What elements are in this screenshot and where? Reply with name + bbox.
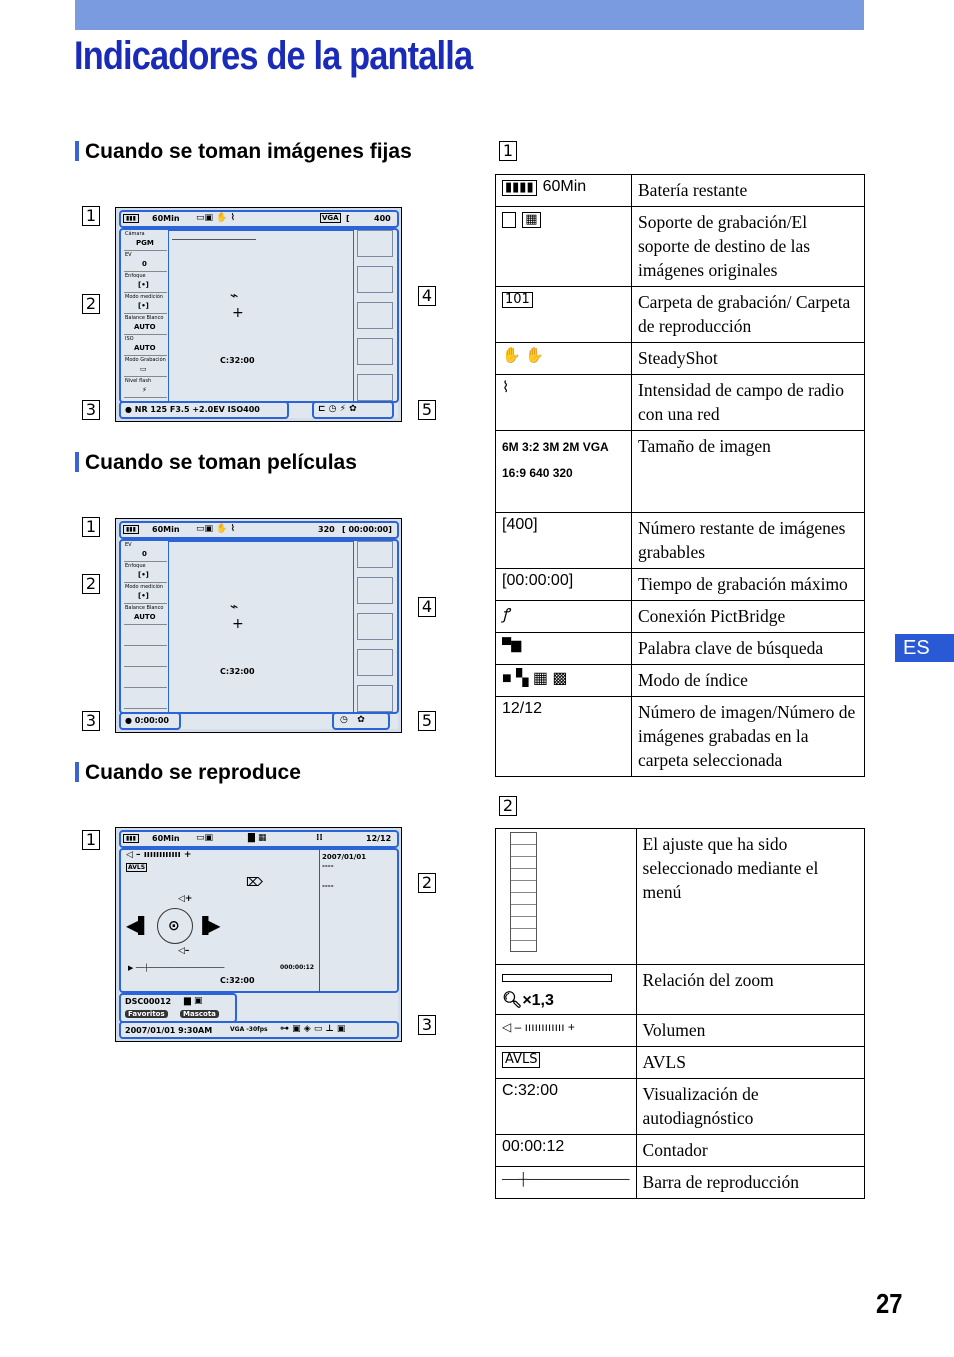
viewfinder-area <box>168 230 354 402</box>
row-desc: Volumen <box>636 1015 864 1047</box>
bottom-icons: ⊶ ▣ ◈ ▭ ⊥ ▣ <box>280 1024 346 1034</box>
prev-button-icon[interactable]: ◀▌ <box>126 916 151 935</box>
row-desc: AVLS <box>636 1047 864 1079</box>
menu-item: Enfoque [•] <box>124 272 167 293</box>
row-key: 12/12 <box>496 697 632 777</box>
table-row <box>496 287 865 343</box>
battery-icon: ▮▮▮ <box>123 214 139 223</box>
language-tab: ES <box>895 634 954 662</box>
row-key: [00:00:00] <box>496 569 632 601</box>
viewfinder-area <box>168 541 354 713</box>
battery-icon: ▮▮▮ <box>123 525 139 534</box>
table-row <box>496 1135 865 1167</box>
menu-item: EV 0 <box>124 541 167 562</box>
internal-memory-icon: ▦ <box>522 212 540 228</box>
center-cross-icon: + <box>232 305 244 321</box>
table-row <box>496 633 865 665</box>
table-row <box>496 601 865 633</box>
table-row <box>496 697 865 777</box>
steadyshot-icon: ⌁ <box>230 599 239 615</box>
row-desc: SteadyShot <box>632 343 865 375</box>
movie-size: 320 <box>318 525 335 534</box>
row-key: C:32:00 <box>496 1079 637 1135</box>
callout-3: 3 <box>418 1015 436 1035</box>
folder-icon: 101 <box>502 292 533 308</box>
table-row <box>496 1047 865 1079</box>
rec-indicator: ● 0:00:00 <box>125 716 169 725</box>
next-button-icon[interactable]: ▐▶ <box>196 916 221 935</box>
diag-text: C:32:00 <box>220 667 255 676</box>
image-size-icons: 6M 3:2 3M 2M VGA 16:9 640 320 <box>496 431 632 513</box>
menu-item: Enfoque [•] <box>124 562 167 583</box>
movie-time-value: 00:00:00 <box>348 525 389 534</box>
battery-text: 60Min <box>152 214 180 223</box>
menu-item: Cámara PGM <box>124 230 167 251</box>
protect-icon: ⌦ <box>246 875 263 889</box>
callout-3: 3 <box>82 400 100 420</box>
image-count: 12/12 <box>366 834 392 843</box>
menu-item <box>124 688 167 709</box>
row-desc: Contador <box>636 1135 864 1167</box>
table-row <box>496 207 865 287</box>
row-desc: Barra de reproducción <box>636 1167 864 1199</box>
row-desc: Intensidad de campo de radio con una red <box>632 375 865 431</box>
vga-fps: VGA -30fps <box>230 1026 268 1033</box>
callout-4: 4 <box>418 286 436 306</box>
menu-item: EV 0 <box>124 251 167 272</box>
zoom-bar-icon <box>502 974 612 982</box>
volume-up-icon: ◁+ <box>178 894 193 904</box>
datetime: 2007/01/01 9:30AM <box>125 1026 213 1035</box>
dashes-2: ---- <box>322 882 334 890</box>
vga-icon: VGA <box>322 214 339 222</box>
table-row <box>496 431 865 513</box>
table-row <box>496 829 865 965</box>
keyword-icons: ▆ ▣ <box>184 996 203 1006</box>
tag-favoritos: Favoritos <box>125 1010 168 1018</box>
callout-2: 2 <box>418 873 436 893</box>
memory-stick-icon <box>502 212 516 228</box>
table-row <box>496 1167 865 1199</box>
remaining-count: 400 <box>374 214 391 223</box>
table2-marker: 2 <box>499 796 517 816</box>
menu-item <box>124 667 167 688</box>
menu-item <box>124 625 167 646</box>
row-desc: Modo de índice <box>632 665 865 697</box>
header-bar <box>75 0 864 30</box>
steadyshot-off-icon: ✋ <box>525 347 544 364</box>
menu-item: Nivel flash ⚡ <box>124 377 167 398</box>
remaining-bracket: [ <box>346 214 350 223</box>
row-desc: Palabra clave de búsqueda <box>632 633 865 665</box>
callout-5: 5 <box>418 711 436 731</box>
section-movie-label: Cuando se toman películas <box>85 451 357 474</box>
avls-icon: AVLS <box>502 1052 540 1068</box>
row-desc: Batería restante <box>632 175 865 207</box>
zoom-bar <box>172 239 256 240</box>
menu-strip-icon <box>510 832 537 952</box>
playback-bar-icon: ──┼──────────── <box>502 1172 630 1186</box>
dashes-1: ---- <box>322 862 334 870</box>
battery-text: 60Min <box>152 834 180 843</box>
indicator-table-1 <box>495 174 865 777</box>
settings-menu <box>124 541 167 709</box>
section-play-heading <box>75 761 301 785</box>
steadyshot-on-icon: ✋ <box>502 347 521 364</box>
callout-3: 3 <box>82 711 100 731</box>
rec-time: 0:00:00 <box>134 716 169 725</box>
row-desc: Tamaño de imagen <box>632 431 865 513</box>
callout-1: 1 <box>82 206 100 226</box>
volume-bar: ◁ – ıııııııııııı + <box>126 850 192 860</box>
menu-item: Balance Blanco AUTO <box>124 314 167 335</box>
battery-text: 60Min <box>152 525 180 534</box>
callout-2: 2 <box>82 294 100 314</box>
diag-text: C:32:00 <box>220 976 255 985</box>
battery-icon: ▮▮▮ <box>123 834 139 843</box>
index-mode-icon: ■ ▚ ▦ ▩ <box>502 670 568 687</box>
center-cross-icon: + <box>232 616 244 632</box>
play-icon[interactable]: ⊙ <box>168 918 180 934</box>
playback-bar: ▶ ──┼────────────────── <box>128 964 225 972</box>
bottom-settings-value: NR 125 F3.5 +2.0EV ISO400 <box>134 405 260 414</box>
menu-item: Balance Blanco AUTO <box>124 604 167 625</box>
table-row <box>496 343 865 375</box>
table-row <box>496 1015 865 1047</box>
zoom-icon: 🔍︎ <box>502 992 523 1009</box>
table-row <box>496 569 865 601</box>
row-desc: Relación del zoom <box>636 965 864 1015</box>
battery-icon: ▮▮▮▮ <box>502 180 537 196</box>
date-small: 2007/01/01 <box>322 853 367 861</box>
page-title: Indicadores de la pantalla <box>74 34 473 78</box>
counter-text: 000:00:12 <box>280 964 315 971</box>
diag-text: C:32:00 <box>220 356 255 365</box>
section-still-heading <box>75 140 412 164</box>
menu-item: Modo Grabación ▭ <box>124 356 167 377</box>
row-key: ×1,3 <box>522 992 554 1009</box>
row-desc: Soporte de grabación/El soporte de destino de las imágenes originales <box>632 207 865 287</box>
row-desc: Número restante de imágenes grabables <box>632 513 865 569</box>
table-row <box>496 965 865 1015</box>
media-icon: ▭▣ ✋ ⌇ <box>196 213 235 223</box>
row-desc: Número de imagen/Número de imágenes grabadas en la carpeta seleccionada <box>632 697 865 777</box>
fps-value: -30fps <box>246 1026 268 1033</box>
media-icon: ▭▣ ✋ ⌇ <box>196 524 235 534</box>
callout-2: 2 <box>82 574 100 594</box>
menu-item: Modo medición [•] <box>124 293 167 314</box>
indicator-table-2 <box>495 828 865 1199</box>
table-row <box>496 513 865 569</box>
tag-mascota: Mascota <box>180 1010 219 1018</box>
volume-down-icon: ◁– <box>178 946 190 956</box>
table1-marker: 1 <box>499 141 517 161</box>
menu-item <box>124 646 167 667</box>
callout-1: 1 <box>82 517 100 537</box>
bottom-right-icons: ⊏ ◷ ⚡ ✿ <box>318 404 357 414</box>
volume-icon: ◁ – ıııııııııııı + <box>502 1020 575 1034</box>
row-desc: Tiempo de grabación máximo <box>632 569 865 601</box>
section-play-label: Cuando se reproduce <box>85 761 301 784</box>
row-desc: Conexión PictBridge <box>632 601 865 633</box>
row-desc: Carpeta de grabación/ Carpeta de reproducción <box>632 287 865 343</box>
movie-time: [ 00:00:00] <box>342 525 392 534</box>
table-row <box>496 1079 865 1135</box>
callout-4: 4 <box>418 597 436 617</box>
section-movie-heading <box>75 451 357 475</box>
table-row <box>496 665 865 697</box>
callout-1: 1 <box>82 830 100 850</box>
signal-icon: ⌇ <box>502 379 510 396</box>
row-key: 00:00:12 <box>496 1135 637 1167</box>
bottom-settings-text: ● NR 125 F3.5 +2.0EV ISO400 <box>125 405 260 414</box>
table-row <box>496 175 865 207</box>
index-icon: ⁞⁞ <box>316 833 323 843</box>
lcd-still-screen <box>115 207 402 422</box>
lcd-play-screen <box>115 827 402 1042</box>
avls-label: AVLS <box>128 864 146 871</box>
steadyshot-icon: ⌁ <box>230 288 239 304</box>
pictbridge-icon: ꝭ <box>502 606 510 623</box>
pictbridge-icon: ▇ ▦ <box>248 833 267 843</box>
table-row <box>496 375 865 431</box>
page-number: 27 <box>876 1288 903 1319</box>
keyword-icon: ▀▆ <box>502 637 522 652</box>
section-still-label: Cuando se toman imágenes fijas <box>85 140 412 163</box>
lcd-movie-screen <box>115 518 402 733</box>
histogram-column <box>357 541 393 712</box>
menu-item: ISO AUTO <box>124 335 167 356</box>
row-desc: Visualización de autodiagnóstico <box>636 1079 864 1135</box>
callout-5: 5 <box>418 400 436 420</box>
row-key: 60Min <box>542 178 587 195</box>
menu-item: Modo medición [•] <box>124 583 167 604</box>
media-icon: ▭▣ <box>196 833 214 843</box>
row-desc: El ajuste que ha sido seleccionado mediante el menú <box>636 829 864 965</box>
histogram-column <box>357 230 393 401</box>
settings-menu <box>124 230 167 398</box>
bottom-right-icons: ◷ ✿ <box>340 715 365 725</box>
file-name: DSC00012 <box>125 997 172 1006</box>
row-key: [400] <box>496 513 632 569</box>
divider <box>319 850 320 992</box>
